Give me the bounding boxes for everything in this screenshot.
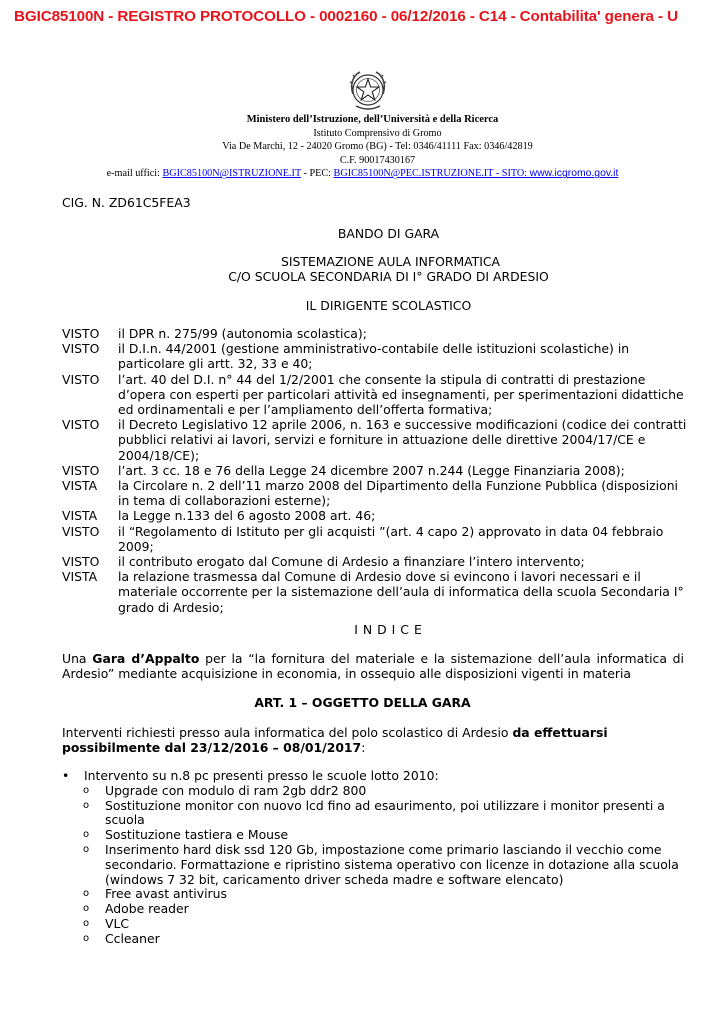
circle-bullet-icon: o <box>83 799 90 811</box>
sub-item-text: Upgrade con modulo di ram 2gb ddr2 800 <box>105 782 367 798</box>
visto-text: la relazione trasmessa dal Comune di Ardesio dove si evincono i lavori necessari e il materiale occorrente per la sistemazione dell’aula di informatica della scuola Secondaria I° grado di Ardesio; <box>118 569 684 615</box>
sub-item-text: Free avast antivirus <box>105 886 227 902</box>
visto-keyword: VISTA <box>62 478 98 494</box>
visto-item <box>62 508 687 523</box>
sub-item-text: Sostituzione monitor con nuovo lcd fino ad esaurimento, poi utilizzare i monitor presenti a scuola <box>105 797 665 828</box>
email-prefix: e-mail uffici: <box>106 168 163 180</box>
interventi-post: : <box>361 740 366 756</box>
visto-item <box>62 478 687 508</box>
circle-bullet-icon: o <box>83 888 90 900</box>
bullet-text: Intervento su n.8 pc presenti presso le scuole lotto 2010: <box>84 768 439 783</box>
index-heading: INDICE <box>354 622 427 637</box>
intervention-list <box>62 769 687 947</box>
sub-list-item <box>83 902 687 917</box>
interventi-pre: Interventi richiesti presso aula informatica del polo scolastico di Ardesio <box>62 725 513 740</box>
circle-bullet-icon: o <box>83 903 90 915</box>
visto-item <box>62 326 687 341</box>
cig-number: CIG. N. ZD61C5FEA3 <box>62 195 191 210</box>
protocol-stamp: BGIC85100N - REGISTRO PROTOCOLLO - 0002160 - 06/12/2016 - C14 - Contabilita' genera - U <box>14 8 678 25</box>
visto-keyword: VISTO <box>62 417 100 433</box>
visto-text: il contributo erogato dal Comune di Ardesio a finanziare l’intero intervento; <box>118 554 585 570</box>
sub-item-text: Ccleaner <box>105 930 160 946</box>
visto-keyword: VISTO <box>62 371 100 387</box>
interventi-bold: da effettuarsi possibilmente dal 23/12/2016 – 08/01/2017 <box>62 725 608 756</box>
sub-list-item <box>83 828 687 843</box>
visto-text: il Decreto Legislativo 12 aprile 2006, n. 163 e successive modificazioni (codice dei contratti pubblici relativi ai lavori, servizi e forniture in attuazione delle direttive 2004/17/CE e 2004/18/CE); <box>118 417 687 463</box>
intro-pre: Una <box>62 651 93 666</box>
circle-bullet-icon: o <box>83 843 90 855</box>
visto-text: la Circolare n. 2 dell’11 marzo 2008 del Dipartimento della Funzione Pubblica (disposizioni in tema di collaborazioni esterne); <box>118 478 678 509</box>
subject-line-1: SISTEMAZIONE AULA INFORMATICA <box>281 254 500 269</box>
sub-list-item <box>83 843 687 887</box>
site-prefix: - SITO: <box>493 168 530 180</box>
visto-list <box>62 326 687 615</box>
dirigente-heading: IL DIRIGENTE SCOLASTICO <box>305 298 472 313</box>
sub-item-text: Inserimento hard disk ssd 120 Gb, impostazione come primario lasciando il vecchio come secondario. Formattazione e ripristino sistema operativo con licenze in dotazione alla scuola (windows 7 32 bit, caricamento driver scheda madre e software elencato) <box>105 841 679 887</box>
visto-item <box>62 417 687 463</box>
sub-list-item <box>83 887 687 902</box>
interventi-paragraph <box>62 725 684 756</box>
intro-post: per la “la fornitura del materiale e la sistemazione dell’aula informatica di Ardesio” mediante acquisizione in economia, in ossequio alle disposizioni vigenti in materia <box>62 651 684 682</box>
subject-line-2: C/O SCUOLA SECONDARIA DI I° GRADO DI ARDESIO <box>228 269 549 284</box>
sub-item-text: VLC <box>105 915 130 931</box>
sub-list-item <box>83 799 687 829</box>
circle-bullet-icon: o <box>83 917 90 929</box>
bullet-icon: • <box>62 768 70 783</box>
visto-text: la Legge n.133 del 6 agosto 2008 art. 46; <box>118 508 376 524</box>
intro-bold: Gara d’Appalto <box>92 651 200 666</box>
visto-text: l’art. 3 cc. 18 e 76 della Legge 24 dicembre 2007 n.244 (Legge Finanziaria 2008); <box>118 462 625 478</box>
ministry-name: Ministero dell’Istruzione, dell’Università e della Ricerca <box>246 114 499 125</box>
email-line <box>0 167 725 181</box>
sub-list-item <box>83 932 687 947</box>
list-item <box>62 769 687 784</box>
visto-text: il DPR n. 275/99 (autonomia scolastica); <box>118 326 367 341</box>
circle-bullet-icon: o <box>83 829 90 841</box>
sub-item-text: Adobe reader <box>105 901 189 917</box>
school-letterhead <box>0 113 725 181</box>
school-contacts: Via De Marchi, 12 - 24020 Gromo (BG) - Tel: 0346/41111 Fax: 0346/42819 <box>222 141 533 153</box>
site-link[interactable]: www.icgromo.gov.it <box>529 168 619 180</box>
visto-keyword: VISTO <box>62 462 100 478</box>
sub-list-item <box>83 784 687 799</box>
email-link[interactable]: BGIC85100N@ISTRUZIONE.IT <box>162 168 301 180</box>
sub-list-item <box>83 917 687 932</box>
visto-text: il D.I.n. 44/2001 (gestione amministrativo-contabile delle istituzioni scolastiche) in particolare gli artt. 32, 33 e 40; <box>118 341 630 372</box>
visto-text: l’art. 40 del D.I. n° 44 del 1/2/2001 che consente la stipula di contratti di prestazione d’opera con esperti per particolari attività ed insegnamenti, per sperimentazioni didattiche ed ordinamentali e per l’ampliamento dell’offerta formativa; <box>118 371 684 418</box>
circle-bullet-icon: o <box>83 932 90 944</box>
visto-text: il “Regolamento di Istituto per gli acquisti ”(art. 4 capo 2) approvato in data 04 febbraio 2009; <box>118 523 664 554</box>
document-title: BANDO DI GARA <box>337 226 440 241</box>
sub-item-text: Sostituzione tastiera e Mouse <box>105 827 289 843</box>
republic-emblem-icon <box>344 66 392 114</box>
school-name: Istituto Comprensivo di Gromo <box>313 127 442 139</box>
visto-keyword: VISTA <box>62 508 98 524</box>
visto-item <box>62 524 687 554</box>
visto-item <box>62 463 687 478</box>
article-1-heading: ART. 1 – OGGETTO DELLA GARA <box>254 695 471 710</box>
visto-keyword: VISTO <box>62 554 100 570</box>
visto-item <box>62 341 687 371</box>
visto-item <box>62 372 687 418</box>
fiscal-code: C.F. 90017430167 <box>339 154 416 166</box>
intro-paragraph <box>62 651 684 682</box>
pec-link[interactable]: BGIC85100N@PEC.ISTRUZIONE.IT <box>333 168 494 180</box>
visto-item <box>62 554 687 569</box>
visto-keyword: VISTO <box>62 341 100 357</box>
visto-keyword: VISTO <box>62 326 100 341</box>
circle-bullet-icon: o <box>83 784 90 796</box>
visto-keyword: VISTO <box>62 523 100 539</box>
visto-keyword: VISTA <box>62 569 98 585</box>
pec-prefix: - PEC: <box>300 168 334 180</box>
visto-item <box>62 569 687 615</box>
